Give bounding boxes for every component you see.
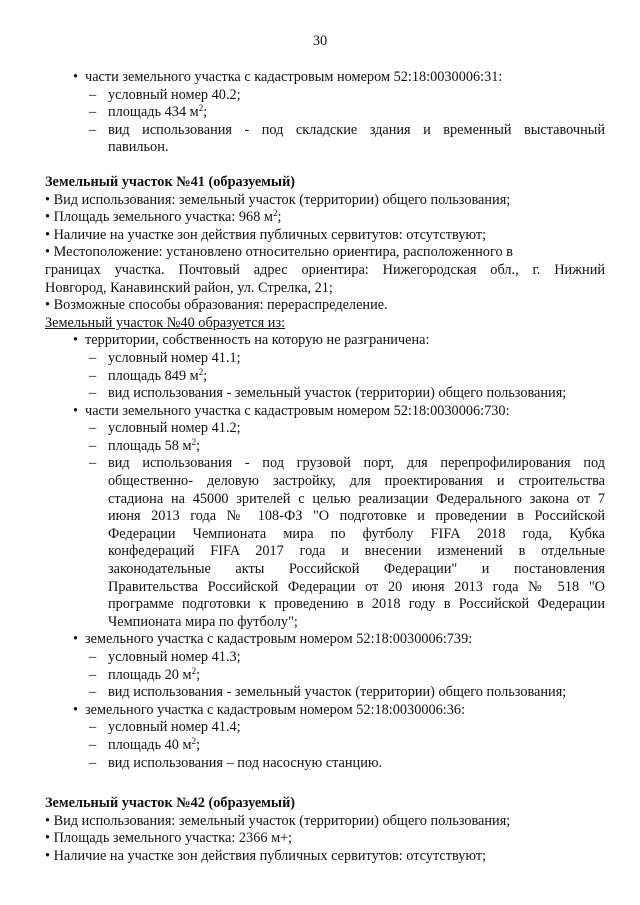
list-item: • территории, собственность на которую не разграничена: [73, 332, 430, 349]
dash-icon: – [89, 385, 97, 402]
dash-icon: – [89, 666, 97, 683]
bullet-icon: • [45, 812, 51, 829]
bullet-icon: • [73, 69, 79, 85]
dash-icon: – [89, 420, 97, 437]
list-subitem: – площадь 849 $м^2$; [89, 366, 208, 384]
list-item: • Вид использования: земельный участок (территории) общего пользования; [45, 191, 511, 208]
list-subitem: – вид использования - под складские здания и временный выставочный [89, 121, 605, 138]
list-subitem-continuation: программе подготовки к проведению в 2018 году в Российской Федерации [108, 596, 605, 613]
list-item: • Площадь земельного участка: 2366 м+; [45, 830, 293, 847]
section-heading: Земельный участок №41 (образуемый) [45, 173, 296, 190]
list-item: • Вид использования: земельный участок (территории) общего пользования; [45, 812, 511, 829]
page-content [45, 69, 605, 866]
bullet-icon: • [73, 701, 79, 718]
dash-icon: – [89, 684, 97, 701]
list-subitem-continuation: законодательные акты Российской Федерации" и постановления [108, 561, 605, 578]
list-subitem-continuation: конфедераций FIFA 2017 года и внесении изменений в отдельные [108, 543, 605, 560]
section-heading: Земельный участок №40 образуется из: [45, 314, 286, 331]
list-item: • части земельного участка с кадастровым номером 52:18:0030006:31: [73, 69, 503, 85]
list-subitem-continuation: стадиона на 45000 зрителей с целью реализации Федерального закона от 7 [108, 490, 605, 507]
paragraph-line: границах участка. Почтовый адрес ориентира: Нижегородская обл., г. Нижний [45, 261, 605, 278]
list-subitem-continuation: Федерации Чемпионата мира по футболу FIFA 2018 года, Кубка [108, 525, 605, 542]
dash-icon: – [89, 455, 97, 472]
bullet-icon: • [45, 209, 51, 226]
list-subitem-continuation: Правительства Российской Федерации от 20 июня 2013 года № 518 "О [108, 578, 605, 595]
list-subitem: – площадь 434 $м^2$; [89, 103, 208, 121]
list-subitem: – условный номер 40.2; [89, 86, 241, 103]
list-subitem: – вид использования - земельный участок (территории) общего пользования; [89, 385, 567, 402]
list-item: • Местоположение: установлено относительно ориентира, расположенного в [45, 244, 513, 261]
dash-icon: – [89, 367, 97, 384]
section-heading: Земельный участок №42 (образуемый) [45, 795, 296, 812]
paragraph-line: Новгород, Канавинский район, ул. Стрелка, 21; [45, 279, 333, 296]
list-item: • Площадь земельного участка: 968 $м^2$; [45, 208, 282, 226]
dash-icon: – [89, 349, 97, 366]
list-item: • Наличие на участке зон действия публичных сервитутов: отсутствуют; [45, 847, 487, 864]
list-subitem-continuation: общественно- деловую застройку, для проектирования и строительства [108, 473, 605, 490]
bullet-icon: • [45, 830, 51, 847]
dash-icon: – [89, 719, 97, 736]
list-item: • части земельного участка с кадастровым номером 52:18:0030006:730: [73, 402, 510, 419]
bullet-icon: • [73, 631, 79, 648]
list-subitem: – вид использования - земельный участок (территории) общего пользования; [89, 684, 567, 701]
dash-icon: – [89, 121, 97, 138]
dash-icon: – [89, 649, 97, 665]
list-subitem: – площадь 58 $м^2$; [89, 436, 201, 454]
list-subitem: – вид использования – под насосную станцию. [89, 754, 383, 771]
list-subitem-continuation: июня 2013 года № 108-ФЗ "О подготовке и проведении в Российской [108, 508, 605, 525]
bullet-icon: • [45, 191, 51, 208]
list-item: • Наличие на участке зон действия публичных сервитутов: отсутствуют; [45, 226, 487, 243]
list-subitem: – условный номер 41.2; [89, 420, 241, 437]
list-subitem: – условный номер 41.1; [89, 349, 241, 366]
bullet-icon: • [73, 332, 79, 349]
bullet-icon: • [45, 297, 51, 314]
page-number: 30 [312, 33, 328, 49]
list-subitem: – условный номер 41.3; [89, 649, 241, 665]
dash-icon: – [89, 104, 97, 121]
list-subitem: – площадь 20 $м^2$; [89, 665, 201, 683]
bullet-icon: • [45, 847, 51, 864]
list-item: • земельного участка с кадастровым номером 52:18:0030006:36: [73, 701, 466, 718]
dash-icon: – [89, 86, 97, 103]
dash-icon: – [89, 736, 97, 753]
bullet-icon: • [73, 402, 79, 419]
bullet-icon: • [45, 244, 51, 261]
list-subitem-continuation: Чемпионата мира по футболу"; [108, 613, 298, 630]
list-subitem: – вид использования - под грузовой порт, для перепрофилирования под [89, 455, 605, 472]
list-subitem: – условный номер 41.4; [89, 719, 241, 736]
list-subitem-continuation: павильон. [108, 139, 169, 156]
dash-icon: – [89, 437, 97, 454]
list-item: • земельного участка с кадастровым номером 52:18:0030006:739: [73, 631, 473, 648]
bullet-icon: • [45, 226, 51, 243]
dash-icon: – [89, 754, 97, 771]
list-subitem: – площадь 40 $м^2$; [89, 735, 201, 753]
list-item: • Возможные способы образования: перераспределение. [45, 297, 388, 314]
